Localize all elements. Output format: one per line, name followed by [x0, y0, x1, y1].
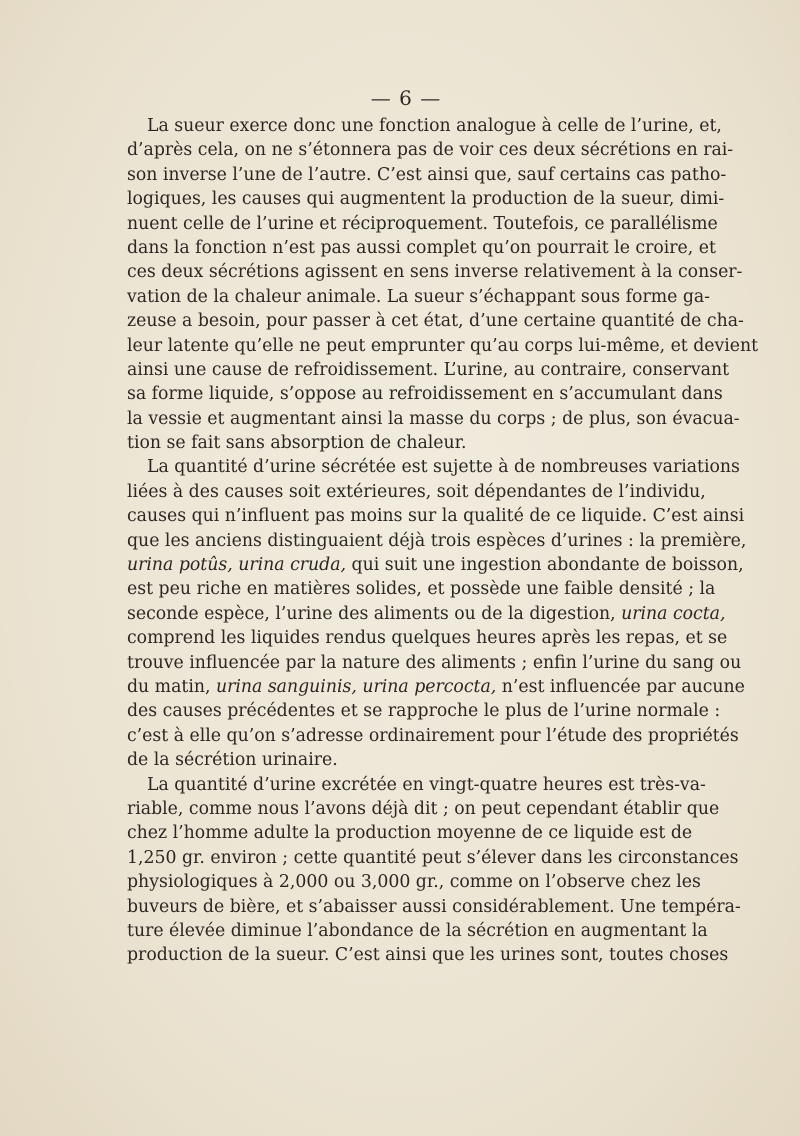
text-line — [127, 114, 722, 138]
text-segment: vation de la chaleur animale. La sueur s’échappant sous forme ga- — [127, 286, 711, 307]
paragraph — [127, 114, 759, 455]
text-line — [127, 626, 728, 650]
italic-text: urina cocta, — [621, 603, 726, 624]
body-text — [127, 114, 759, 968]
page-number: — 6 — — [370, 86, 442, 110]
text-segment: zeuse a besoin, pour passer à cet état, d’une certaine quantité de cha- — [127, 311, 744, 332]
text-line — [127, 675, 745, 699]
text-segment: du matin, — [127, 676, 216, 697]
text-line — [127, 602, 726, 626]
text-segment: est peu riche en matières solides, et possède une faible densité ; la — [127, 579, 716, 600]
text-line — [127, 407, 740, 431]
text-segment: La sueur exerce donc une fonction analogue à celle de l’urine, et, — [147, 116, 722, 136]
text-segment: comprend les liquides rendus quelques heures après les repas, et se — [127, 628, 728, 649]
text-segment: sa forme liquide, s’oppose au refroidissement en s’accumulant dans — [127, 384, 723, 405]
text-line — [127, 846, 739, 870]
text-segment: n’est influencée par aucune — [496, 676, 745, 697]
text-line — [127, 334, 759, 358]
text-segment: de la sécrétion urinaire. — [127, 750, 338, 771]
text-segment: logiques, les causes qui augmentent la production de la sueur, dimi- — [127, 189, 725, 210]
text-segment: c’est à elle qu’on s’adresse ordinairement pour l’étude des propriétés — [127, 725, 739, 746]
text-line — [127, 455, 740, 479]
text-segment: ture élevée diminue l’abondance de la sécrétion en augmentant la — [127, 920, 708, 941]
text-line — [127, 163, 727, 187]
text-segment: physiologiques à 2,000 ou 3,000 gr., comme on l’observe chez les — [127, 872, 701, 893]
text-line — [127, 699, 721, 723]
text-line — [127, 212, 718, 236]
text-segment: dans la fonction n’est pas aussi complet qu’on pourrait le croire, et — [127, 237, 716, 258]
text-line — [127, 285, 711, 309]
text-segment: riable, comme nous l’avons déjà dit ; on peut cependant établir que — [127, 798, 720, 819]
text-line — [127, 236, 716, 260]
text-line — [127, 748, 682, 772]
text-segment: buveurs de bière, et s’abaisser aussi considérablement. Une tempéra- — [127, 896, 741, 917]
text-line — [127, 895, 741, 919]
text-line — [127, 260, 743, 284]
text-line — [127, 943, 729, 967]
text-line — [127, 309, 744, 333]
italic-text: urina sanguinis, urina percocta, — [215, 676, 497, 697]
text-line — [127, 529, 747, 553]
text-line — [127, 431, 682, 455]
text-segment: production de la sueur. C’est ainsi que les urines sont, toutes choses — [127, 945, 729, 966]
text-segment: 1,250 gr. environ ; cette quantité peut s’élever dans les circonstances — [127, 847, 739, 868]
text-segment: d’après cela, on ne s’étonnera pas de voir ces deux sécrétions en rai- — [127, 140, 734, 161]
text-segment: ainsi une cause de refroidissement. L’urine, au contraire, conservant — [127, 359, 730, 380]
text-segment: ces deux sécrétions agissent en sens inverse relativement à la conser- — [127, 262, 743, 283]
text-segment: des causes précédentes et se rapproche le plus de l’urine normale : — [127, 701, 721, 722]
text-segment: liées à des causes soit extérieures, soit dépendantes de l’individu, — [127, 481, 706, 502]
text-line — [127, 919, 708, 943]
text-segment: La quantité d’urine excrétée en vingt-quatre heures est très-va- — [147, 774, 706, 795]
text-line — [127, 870, 701, 894]
text-line — [127, 382, 723, 406]
text-segment: la vessie et augmentant ainsi la masse du corps ; de plus, son évacua- — [127, 408, 740, 429]
text-segment: seconde espèce, l’urine des aliments ou de la digestion, — [127, 603, 622, 624]
text-line — [127, 358, 730, 382]
text-line — [127, 187, 725, 211]
text-segment: que les anciens distinguaient déjà trois espèces d’urines : la première, — [127, 530, 747, 551]
text-line — [127, 821, 693, 845]
paragraph — [127, 773, 741, 968]
text-segment: tion se fait sans absorption de chaleur. — [127, 433, 467, 454]
text-line — [127, 797, 720, 821]
text-line — [127, 553, 744, 577]
text-line — [127, 480, 706, 504]
text-line — [127, 577, 716, 601]
paragraph — [127, 455, 747, 772]
text-segment: La quantité d’urine sécrétée est sujette à de nombreuses variations — [147, 457, 740, 478]
italic-text: urina potûs, urina cruda, — [127, 555, 347, 576]
text-segment: causes qui n’influent pas moins sur la qualité de ce liquide. C’est ainsi — [127, 506, 745, 527]
text-line — [127, 504, 745, 528]
text-segment: qui suit une ingestion abondante de boisson, — [346, 555, 744, 576]
text-segment: leur latente qu’elle ne peut emprunter qu’au corps lui-même, et devient — [127, 335, 759, 356]
text-segment: trouve influencée par la nature des aliments ; enfin l’urine du sang ou — [127, 652, 742, 673]
text-segment: chez l’homme adulte la production moyenne de ce liquide est de — [127, 823, 693, 844]
text-line — [127, 651, 742, 675]
text-segment: nuent celle de l’urine et réciproquement. Toutefois, ce parallélisme — [127, 213, 718, 234]
text-line — [127, 773, 706, 797]
text-line — [127, 724, 739, 748]
text-segment: son inverse l’une de l’autre. C’est ainsi que, sauf certains cas patho- — [127, 164, 727, 185]
text-line — [127, 138, 734, 162]
